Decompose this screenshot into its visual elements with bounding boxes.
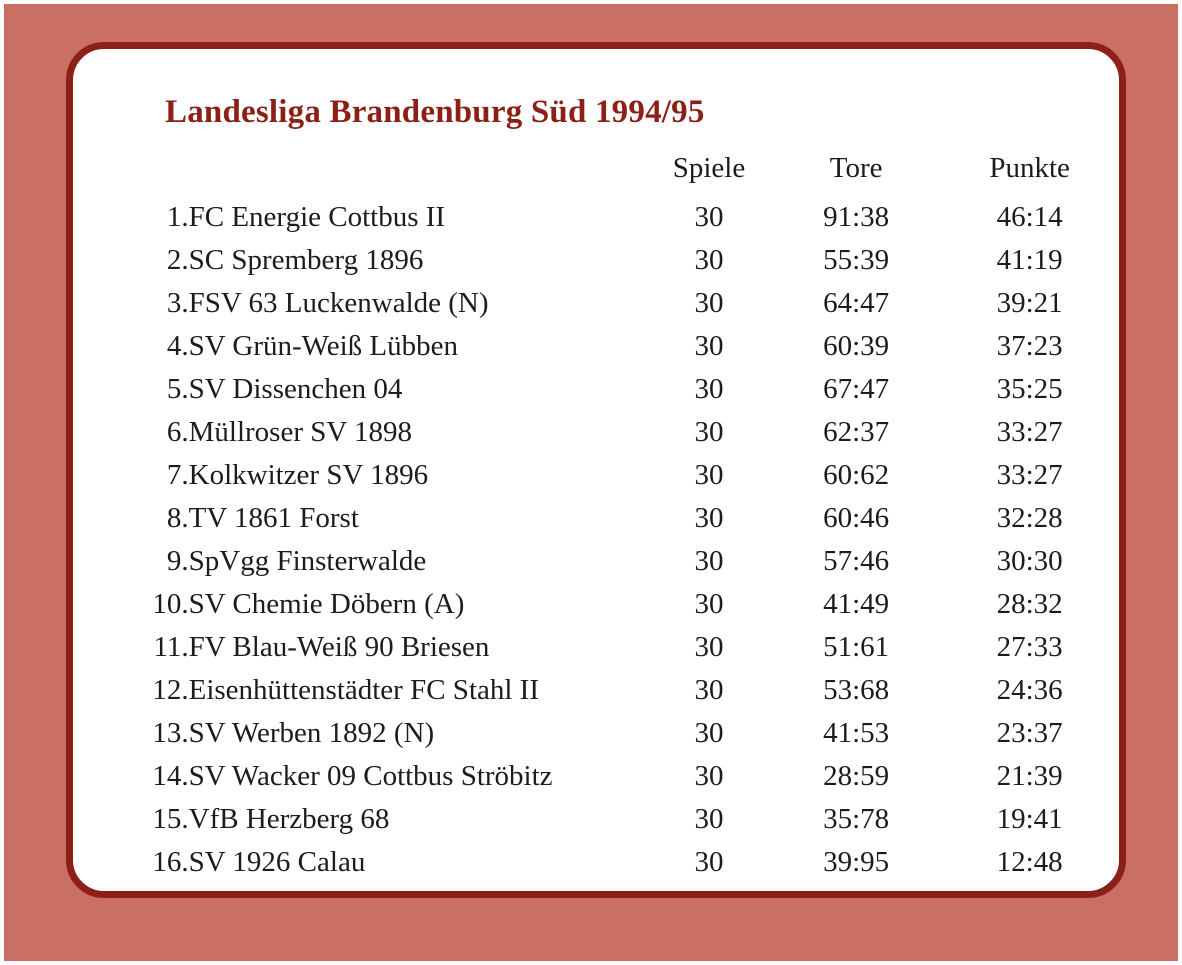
cell-punkte: 28:32 <box>996 588 1063 620</box>
cell-punkte: 41:19 <box>996 244 1063 276</box>
cell-punkte: 37:23 <box>996 330 1063 362</box>
cell-tore: 60:39 <box>823 330 890 362</box>
cell-punkte: 39:21 <box>996 287 1063 319</box>
cell-team: SV Werben 1892 (N) <box>188 717 435 749</box>
cell-team: VfB Herzberg 68 <box>188 803 390 835</box>
cell-rank: 14. <box>152 760 189 792</box>
table-row <box>73 712 1119 755</box>
cell-tore: 28:59 <box>823 760 890 792</box>
column-header-team <box>73 147 646 196</box>
cell-tore: 51:61 <box>823 631 890 663</box>
cell-rank: 15. <box>152 803 189 835</box>
table-row <box>73 325 1119 368</box>
cell-team: Müllroser SV 1898 <box>188 416 413 448</box>
cell-punkte: 27:33 <box>996 631 1063 663</box>
table-row <box>73 540 1119 583</box>
column-header-punkte: Punkte <box>989 152 1070 184</box>
cell-tore: 64:47 <box>823 287 890 319</box>
cell-team: FC Energie Cottbus II <box>188 201 446 233</box>
cell-spiele: 30 <box>694 330 724 362</box>
cell-team: FSV 63 Luckenwalde (N) <box>188 287 489 319</box>
cell-spiele: 30 <box>694 416 724 448</box>
cell-punkte: 12:48 <box>996 846 1063 878</box>
cell-rank: 8. <box>166 502 189 534</box>
cell-punkte: 30:30 <box>996 545 1063 577</box>
table-row <box>73 626 1119 669</box>
cell-team: SV Chemie Döbern (A) <box>188 588 465 620</box>
cell-tore: 55:39 <box>823 244 890 276</box>
cell-punkte: 19:41 <box>996 803 1063 835</box>
cell-team: SV 1926 Calau <box>188 846 366 878</box>
cell-spiele: 30 <box>694 803 724 835</box>
cell-tore: 60:46 <box>823 502 890 534</box>
cell-tore: 41:53 <box>823 717 890 749</box>
column-header-tore: Tore <box>829 152 883 184</box>
cell-spiele: 30 <box>694 846 724 878</box>
cell-team: SV Grün-Weiß Lübben <box>188 330 458 362</box>
cell-rank: 12. <box>152 674 189 706</box>
cell-punkte: 21:39 <box>996 760 1063 792</box>
cell-rank: 16. <box>152 846 189 878</box>
table-row <box>73 239 1119 282</box>
cell-tore: 41:49 <box>823 588 890 620</box>
cell-spiele: 30 <box>694 287 724 319</box>
cell-spiele: 30 <box>694 631 724 663</box>
cell-rank: 13. <box>152 717 189 749</box>
table-row <box>73 497 1119 540</box>
table-row <box>73 454 1119 497</box>
cell-tore: 57:46 <box>823 545 890 577</box>
table-row <box>73 669 1119 712</box>
cell-team: TV 1861 Forst <box>188 502 359 534</box>
cell-rank: 1. <box>166 201 189 233</box>
cell-spiele: 30 <box>694 502 724 534</box>
cell-tore: 35:78 <box>823 803 890 835</box>
standings-table <box>73 147 1119 884</box>
cell-spiele: 30 <box>694 588 724 620</box>
cell-team: Kolkwitzer SV 1896 <box>188 459 429 491</box>
table-row <box>73 368 1119 411</box>
cell-spiele: 30 <box>694 545 724 577</box>
cell-spiele: 30 <box>694 717 724 749</box>
cell-punkte: 32:28 <box>996 502 1063 534</box>
cell-punkte: 24:36 <box>996 674 1063 706</box>
cell-rank: 9. <box>166 545 189 577</box>
cell-spiele: 30 <box>694 244 724 276</box>
cell-punkte: 33:27 <box>996 459 1063 491</box>
cell-spiele: 30 <box>694 459 724 491</box>
cell-rank: 4. <box>166 330 189 362</box>
table-row <box>73 841 1119 884</box>
standings-card <box>66 42 1126 898</box>
cell-team: SV Dissenchen 04 <box>188 373 403 405</box>
cell-punkte: 46:14 <box>996 201 1063 233</box>
cell-tore: 91:38 <box>823 201 890 233</box>
cell-spiele: 30 <box>694 674 724 706</box>
cell-spiele: 30 <box>694 760 724 792</box>
table-row <box>73 798 1119 841</box>
table-header-row <box>73 147 1119 196</box>
cell-team: Eisenhüttenstädter FC Stahl II <box>188 674 539 706</box>
cell-rank: 6. <box>166 416 189 448</box>
cell-rank: 5. <box>166 373 189 405</box>
cell-rank: 2. <box>166 244 189 276</box>
cell-tore: 53:68 <box>823 674 890 706</box>
table-row <box>73 411 1119 454</box>
cell-rank: 11. <box>153 631 189 663</box>
cell-tore: 39:95 <box>823 846 890 878</box>
cell-rank: 3. <box>166 287 189 319</box>
table-row <box>73 583 1119 626</box>
cell-tore: 67:47 <box>823 373 890 405</box>
cell-spiele: 30 <box>694 201 724 233</box>
cell-tore: 60:62 <box>823 459 890 491</box>
cell-punkte: 23:37 <box>996 717 1063 749</box>
cell-punkte: 33:27 <box>996 416 1063 448</box>
table-row <box>73 282 1119 325</box>
cell-rank: 10. <box>152 588 189 620</box>
cell-team: SpVgg Finsterwalde <box>188 545 427 577</box>
cell-spiele: 30 <box>694 373 724 405</box>
column-header-spiele: Spiele <box>672 152 746 184</box>
cell-tore: 62:37 <box>823 416 890 448</box>
cell-team: SC Spremberg 1896 <box>188 244 424 276</box>
table-row <box>73 755 1119 798</box>
table-row <box>73 196 1119 239</box>
cell-punkte: 35:25 <box>996 373 1063 405</box>
page-title: Landesliga Brandenburg Süd 1994/95 <box>165 94 705 130</box>
table-header <box>73 147 1119 196</box>
cell-rank: 7. <box>166 459 189 491</box>
cell-team: FV Blau-Weiß 90 Briesen <box>188 631 490 663</box>
table-body <box>73 196 1119 884</box>
cell-team: SV Wacker 09 Cottbus Ströbitz <box>188 760 553 792</box>
